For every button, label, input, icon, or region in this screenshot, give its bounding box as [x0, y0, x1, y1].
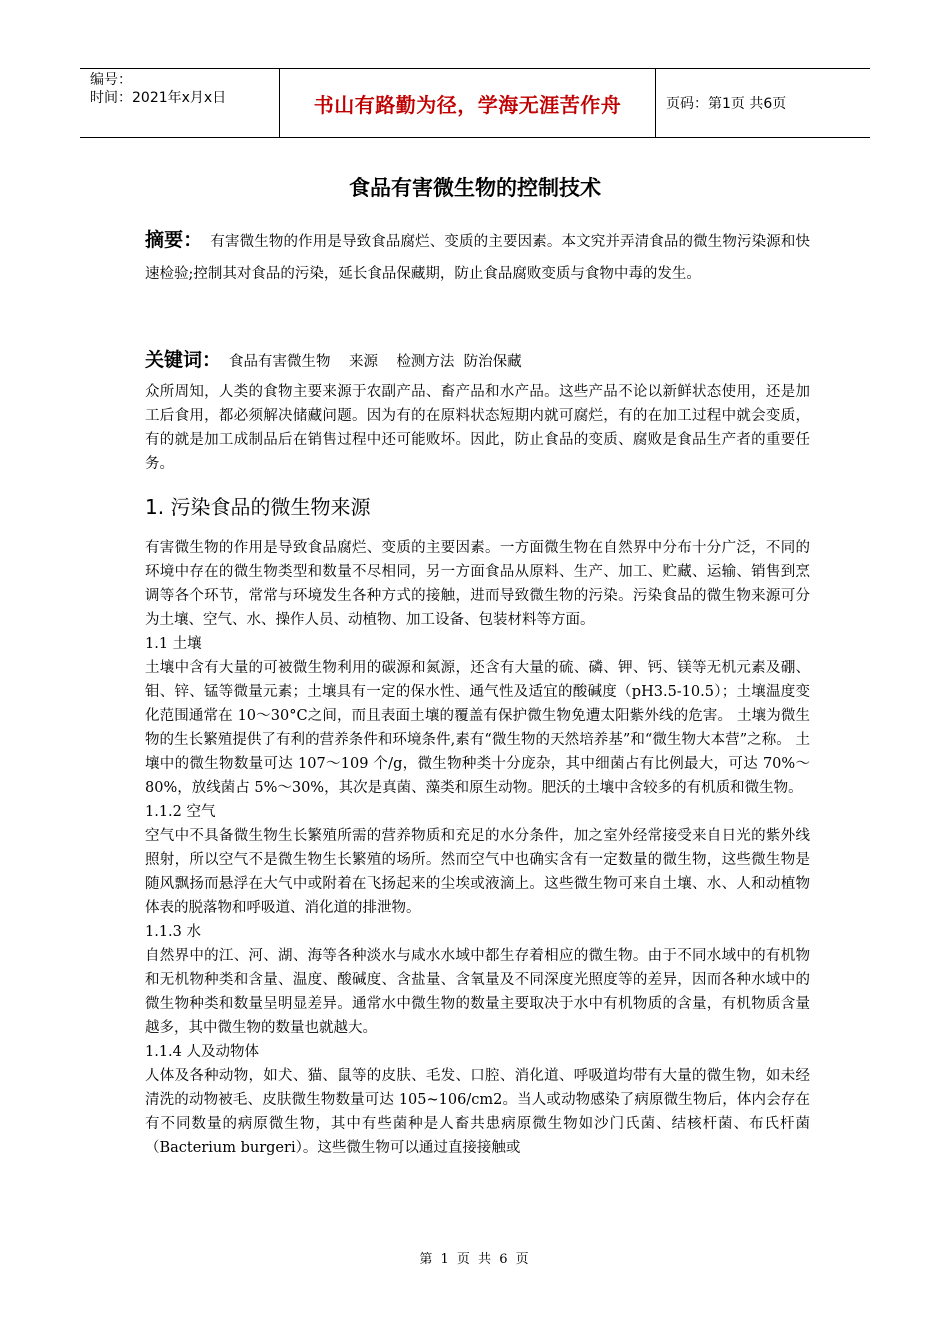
- intro-block: [145, 380, 810, 476]
- section-1-1-3-heading: 1.1.3 水: [145, 924, 202, 940]
- page-footer: 第 1 页 共 6 页: [419, 1252, 531, 1267]
- abstract-block: [145, 224, 810, 290]
- header-meta: [80, 69, 280, 137]
- header-page-info: 页码：第1页 共6页: [666, 96, 787, 112]
- section-1-1-4-heading: 1.1.4 人及动物体: [145, 1044, 260, 1060]
- time-label: 时间：2021年x月x日: [90, 90, 227, 106]
- section-1-1-paragraph: 土壤中含有大量的可被微生物利用的碳源和氮源，还含有大量的硫、磷、钾、钙、镁等无机元素及硼、钼、锌、锰等微量元素；土壤具有一定的保水性、通气性及适宜的酸碱度（pH3.5-10.5）；土壤温度变化范围通常在 10～30°C之间，而且表面土壤的覆盖有保护微生物免遭太阳紫外线的危害。 土壤为微生物的生长繁殖提供了有利的营养条件和环境条件,素有“微生物的天然培养基”和“微生物大本营”之称。 土壤中的微生物数量可达 107～109 个/g，微生物种类十分庞杂，其中细菌占有比例最大，可达 70%～80%，放线菌占 5%～30%，其次是真菌、藻类和原生动物。肥沃的土壤中含较多的有机质和微生物。: [145, 660, 810, 796]
- keywords-label: 关键词：: [145, 349, 222, 371]
- page-header: [80, 68, 870, 138]
- section1-content: [145, 536, 810, 1160]
- header-motto: 书山有路勤为径，学海无涯苦作舟: [280, 69, 656, 137]
- section-1-1-2-paragraph: 空气中不具备微生物生长繁殖所需的营养物质和充足的水分条件，加之室外经常接受来自日光的紫外线照射，所以空气不是微生物生长繁殖的场所。然而空气中也确实含有一定数量的微生物，这些微生物是随风飘扬而悬浮在大气中或附着在飞扬起来的尘埃或液滴上。这些微生物可来自土壤、水、人和动植物体表的脱落物和呼吸道、消化道的排泄物。: [145, 828, 810, 916]
- keywords-text: 食品有害微生物 来源 检测方法 防治保藏: [229, 354, 522, 370]
- abstract-label: 摘要：: [145, 229, 203, 251]
- keywords-block: [145, 346, 810, 376]
- section1-heading: 1. 污染食品的微生物来源: [145, 495, 371, 519]
- document-title: 食品有害微生物的控制技术: [349, 176, 601, 200]
- section1-paragraph: 有害微生物的作用是导致食品腐烂、变质的主要因素。一方面微生物在自然界中分布十分广泛，不同的环境中存在的微生物类型和数量不尽相同，另一方面食品从原料、生产、加工、贮藏、运输、销售到烹调等各个环节，常常与环境发生各种方式的接触，进而导致微生物的污染。污染食品的微生物来源可分为土壤、空气、水、操作人员、动植物、加工设备、包装材料等方面。: [145, 540, 810, 628]
- section-1-1-3-paragraph: 自然界中的江、河、湖、海等各种淡水与咸水水域中都生存着相应的微生物。由于不同水域中的有机物和无机物种类和含量、温度、酸碱度、含盐量、含氧量及不同深度光照度等的差异，因而各种水域中的微生物种类和数量呈明显差异。通常水中微生物的数量主要取决于水中有机物质的含量，有机物质含量越多，其中微生物的数量也就越大。: [145, 948, 810, 1036]
- abstract-text: 有害微生物的作用是导致食品腐烂、变质的主要因素。本文究并弄清食品的微生物污染源和快速检验;控制其对食品的污染，延长食品保藏期，防止食品腐败变质与食物中毒的发生。: [145, 234, 810, 282]
- intro-paragraph: 众所周知，人类的食物主要来源于农副产品、畜产品和水产品。这些产品不论以新鲜状态使用，还是加工后食用，都必须解决储藏问题。因为有的在原料状态短期内就可腐烂，有的在加工过程中就会变质，有的就是加工成制品后在销售过程中还可能败坏。因此，防止食品的变质、腐败是食品生产者的重要任务。: [145, 384, 810, 472]
- section-1-1-4-paragraph: 人体及各种动物，如犬、猫、鼠等的皮肤、毛发、口腔、消化道、呼吸道均带有大量的微生物，如未经清洗的动物被毛、皮肤微生物数量可达 105~106/cm2。当人或动物感染了病原微生物后，体内会存在有不同数量的病原微生物，其中有些菌种是人畜共患病原微生物如沙门氏菌、结核杆菌、布氏杆菌（Bacterium burgeri）。这些微生物可以通过直接接触或: [145, 1068, 810, 1156]
- section-1-1-heading: 1.1 土壤: [145, 636, 202, 652]
- number-label: 编号：: [90, 72, 132, 88]
- section-1-1-2-heading: 1.1.2 空气: [145, 804, 216, 820]
